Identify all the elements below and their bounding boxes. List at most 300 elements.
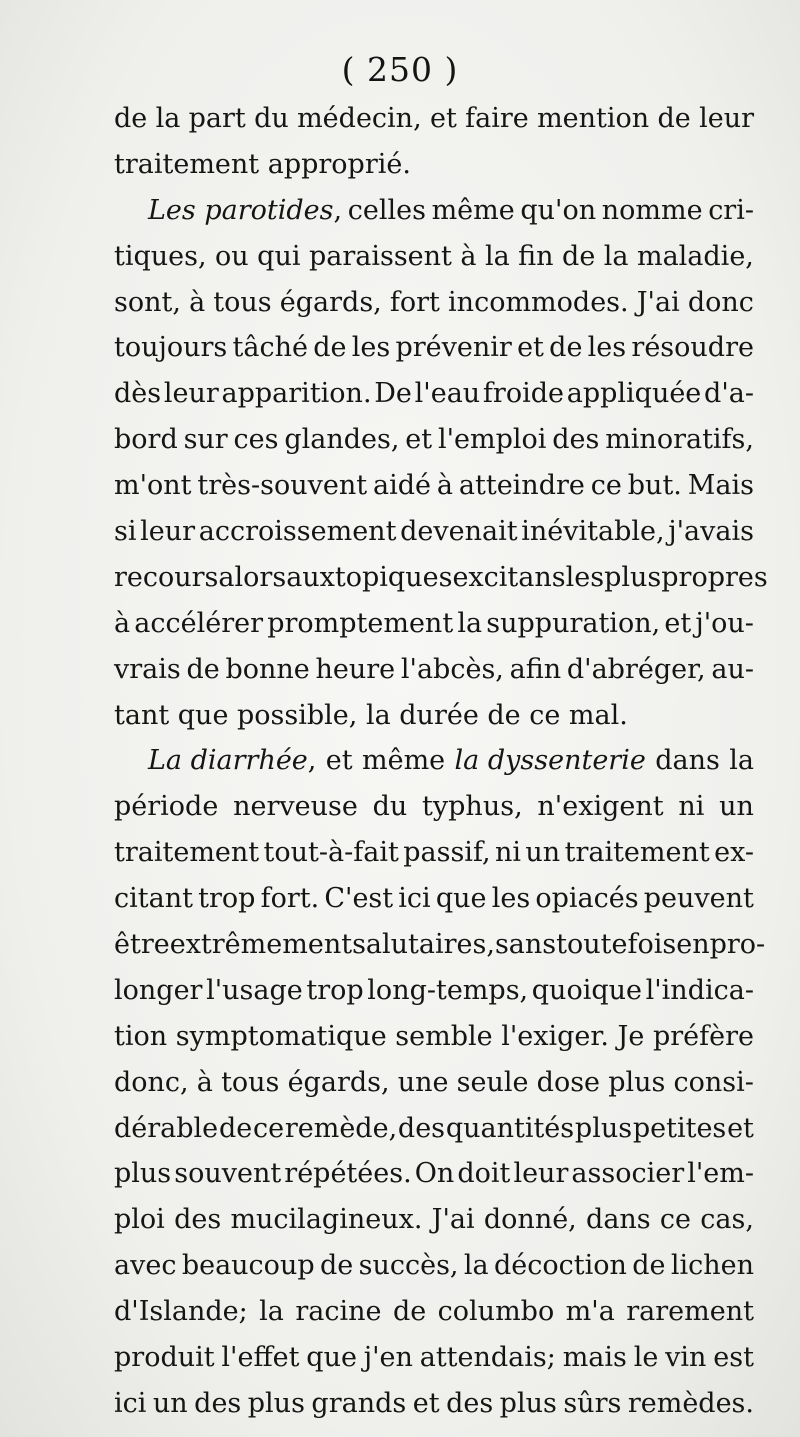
- word: [198, 876, 255, 922]
- word-text: à: [460, 240, 477, 272]
- word: [285, 1106, 397, 1152]
- word-text: faire: [465, 103, 529, 134]
- word: [219, 1106, 252, 1152]
- word-text: atteindre: [458, 470, 585, 502]
- word-text: leur: [163, 378, 219, 410]
- word-text: à: [114, 607, 131, 639]
- word: [605, 417, 754, 463]
- word: [114, 96, 147, 142]
- word: [571, 1151, 684, 1197]
- word-text: de: [632, 1250, 666, 1282]
- text-line: [114, 142, 754, 188]
- word-text: but.: [627, 470, 682, 502]
- word-text: consi-: [673, 1066, 754, 1098]
- word-text: glandes,: [284, 424, 400, 456]
- word-text: ou: [215, 240, 249, 272]
- word: [457, 1151, 510, 1197]
- word-text: rarement: [626, 1296, 754, 1328]
- word-text: opiacés: [535, 883, 639, 915]
- word-text: j'avais: [668, 516, 754, 548]
- word: [500, 1381, 557, 1427]
- word: [626, 1289, 754, 1335]
- word: [140, 509, 195, 555]
- word-text: tant que possible, la durée de ce mal.: [114, 699, 628, 731]
- word: [448, 280, 629, 326]
- word-text: passif,: [403, 837, 491, 869]
- word-text: tâché: [232, 332, 308, 364]
- word: [186, 647, 219, 693]
- word: [438, 1289, 555, 1335]
- word: [465, 96, 529, 142]
- word: [484, 1197, 577, 1243]
- word: [253, 1106, 284, 1152]
- word: [254, 96, 289, 142]
- word-text: trop: [198, 883, 256, 915]
- word: [284, 1151, 411, 1197]
- word-text: m'a: [565, 1296, 615, 1328]
- word: [114, 555, 218, 601]
- word-text: De: [374, 378, 412, 410]
- page-number: ( 250 ): [341, 50, 459, 89]
- word: [398, 1060, 449, 1106]
- word-text: remèdes.: [627, 1387, 754, 1419]
- word-text: sont,: [114, 286, 181, 318]
- word: [114, 1289, 248, 1335]
- word-text: mucilagineux.: [230, 1204, 423, 1236]
- word-text: des: [194, 1387, 242, 1419]
- word: [280, 280, 382, 326]
- word: [510, 647, 562, 693]
- word: [525, 830, 560, 876]
- word-text: les: [565, 561, 605, 593]
- text-line: [114, 555, 768, 601]
- word: [628, 463, 682, 509]
- word: [535, 876, 638, 922]
- word: [415, 371, 481, 417]
- word-text: d'Islande;: [114, 1296, 248, 1328]
- word: [668, 509, 754, 555]
- word: [297, 96, 422, 142]
- word-text: être: [114, 929, 170, 961]
- word: [699, 96, 754, 142]
- word: [233, 325, 308, 371]
- word: [532, 968, 642, 1014]
- word: [199, 509, 397, 555]
- text-line: [114, 1151, 754, 1197]
- word-text: d'a-: [704, 378, 754, 410]
- word-text: en: [676, 929, 710, 961]
- word-text: long-temps,: [367, 974, 529, 1006]
- word: [637, 234, 754, 280]
- word-text: cas,: [700, 1204, 754, 1236]
- word: [114, 417, 178, 463]
- word: [604, 555, 661, 601]
- word: [665, 1335, 706, 1381]
- word-text: à: [196, 1066, 213, 1098]
- word-text: ce: [659, 1204, 692, 1236]
- body-text: [114, 96, 768, 1427]
- word: [352, 325, 390, 371]
- text-line: [114, 325, 754, 371]
- word-text: accélérer: [134, 607, 264, 639]
- word-text: aidé: [373, 470, 431, 502]
- word-text: que: [306, 1342, 357, 1374]
- word: [563, 1335, 627, 1381]
- word-text: heure: [315, 653, 396, 685]
- word: [438, 417, 546, 463]
- word: [646, 968, 754, 1014]
- word-text: C'est: [324, 883, 394, 915]
- word: [230, 1197, 422, 1243]
- text-line: [114, 1106, 754, 1152]
- word-text: semble: [395, 1020, 493, 1052]
- italic-term: La diarrhée: [148, 745, 308, 777]
- text-line: [114, 693, 754, 739]
- word: [729, 738, 754, 784]
- word: [189, 280, 205, 326]
- word: [189, 96, 246, 142]
- word: [671, 1243, 754, 1289]
- word: [714, 830, 754, 876]
- word: [114, 922, 170, 968]
- word-text: doit: [457, 1158, 511, 1190]
- word-text: l'abcès,: [400, 653, 504, 685]
- word-text: inévitable,: [521, 516, 665, 548]
- word-text: de: [562, 240, 596, 272]
- word: [446, 1106, 574, 1152]
- word-text: devenait: [400, 516, 518, 548]
- word: [362, 738, 445, 784]
- word: [486, 601, 660, 647]
- word: [393, 1289, 426, 1335]
- word-text: de: [114, 103, 148, 134]
- word: [644, 876, 754, 922]
- word-text: mais: [562, 1342, 627, 1374]
- word-text: et: [325, 745, 353, 777]
- word: [653, 1014, 754, 1060]
- word-text: apparition.: [221, 378, 372, 410]
- word-text: ,: [307, 745, 317, 777]
- word: [352, 922, 495, 968]
- word-text: l'em-: [687, 1158, 754, 1190]
- word: [405, 417, 432, 463]
- word-text: trop: [306, 974, 364, 1006]
- word: [676, 922, 709, 968]
- word: [373, 784, 408, 830]
- word-text: dans: [586, 1204, 651, 1236]
- word: [674, 1060, 754, 1106]
- word: [156, 96, 181, 142]
- word: [688, 280, 754, 326]
- word-text: traitement: [114, 837, 260, 869]
- word: [170, 922, 352, 968]
- word-text: un: [525, 837, 561, 869]
- word: [225, 647, 309, 693]
- word: [483, 371, 564, 417]
- word-text: ce: [252, 1112, 285, 1144]
- word: [401, 647, 504, 693]
- word-text: l'eau: [414, 378, 481, 410]
- text-line: [114, 1381, 754, 1427]
- word: [495, 830, 521, 876]
- word-text: de: [319, 1250, 354, 1282]
- word-text: J'ai: [431, 1204, 475, 1236]
- text-line: [114, 1243, 754, 1289]
- word: [552, 417, 599, 463]
- text-line: [114, 1335, 754, 1381]
- word: [257, 234, 300, 280]
- word: [556, 922, 676, 968]
- word-text: égards,: [287, 1066, 390, 1098]
- word: [432, 188, 515, 234]
- word: [326, 738, 353, 784]
- word: [114, 1243, 176, 1289]
- word: [373, 463, 431, 509]
- word: [562, 234, 595, 280]
- word-text: et: [405, 424, 433, 456]
- word: [422, 784, 523, 830]
- word-text: ce: [590, 470, 622, 502]
- word: [719, 784, 754, 830]
- word-text: l'emploi: [437, 424, 547, 456]
- word: [134, 601, 263, 647]
- word-text: même: [361, 745, 446, 777]
- word: [437, 463, 453, 509]
- word-text: qu'on: [520, 194, 597, 226]
- word: [114, 463, 192, 509]
- word-text: et: [429, 103, 457, 134]
- word-text: la: [463, 1250, 489, 1282]
- word: [575, 1106, 632, 1152]
- word: [457, 1060, 529, 1106]
- word-text: résoudre: [631, 332, 754, 364]
- word: [704, 371, 754, 417]
- word-text: toutefois: [556, 929, 677, 961]
- word: [432, 1197, 475, 1243]
- word-text: donné,: [483, 1204, 577, 1236]
- word: [284, 417, 399, 463]
- word: [567, 647, 706, 693]
- word-text: un: [719, 791, 754, 823]
- word-text: quoique: [531, 974, 642, 1006]
- word: [664, 601, 691, 647]
- word: [288, 1060, 390, 1106]
- word: [658, 96, 691, 142]
- word-text: produit: [114, 1342, 215, 1374]
- word-text: qui: [257, 240, 301, 272]
- italic-term: Les parotides: [148, 194, 334, 226]
- word-text: l'effet: [221, 1342, 300, 1374]
- word: [604, 234, 629, 280]
- word-text: de: [549, 332, 583, 364]
- word: [398, 876, 430, 922]
- word-text: la: [603, 240, 629, 272]
- word-text: lichen: [670, 1250, 754, 1282]
- word: [518, 234, 553, 280]
- word-text: les: [491, 883, 531, 915]
- word: [398, 1106, 445, 1152]
- word-text: sans: [494, 929, 557, 961]
- word: [455, 738, 646, 784]
- word: [517, 325, 544, 371]
- word-text: d'abréger,: [566, 653, 706, 685]
- word-text: le: [633, 1342, 659, 1374]
- word-text: plus: [604, 561, 662, 593]
- word: [588, 325, 626, 371]
- word-text: ,: [413, 103, 422, 134]
- word: [400, 509, 517, 555]
- word: [390, 280, 440, 326]
- word-text: ni: [678, 791, 705, 823]
- word-text: leur: [699, 103, 754, 134]
- text-line: [114, 922, 766, 968]
- word: [114, 509, 137, 555]
- word: [359, 1243, 459, 1289]
- word: [114, 700, 628, 731]
- word-text: leur: [513, 1158, 569, 1190]
- word: [567, 371, 702, 417]
- word: [316, 647, 396, 693]
- word: [324, 876, 393, 922]
- word-text: remède,: [284, 1112, 398, 1144]
- word-text: est: [713, 1342, 754, 1374]
- word: [197, 463, 367, 509]
- word: [335, 555, 453, 601]
- word-text: typhus,: [422, 791, 523, 823]
- word-text: tout-à-fait: [263, 837, 399, 869]
- word: [176, 1014, 387, 1060]
- word-text: m'ont: [114, 470, 192, 502]
- word-text: décoction: [493, 1250, 627, 1282]
- word: [436, 876, 487, 922]
- word: [148, 188, 342, 234]
- word: [661, 555, 767, 601]
- text-line: [114, 738, 754, 784]
- word-text: leur: [140, 516, 196, 548]
- word-text: salutaires,: [352, 929, 495, 961]
- word-text: maladie,: [636, 240, 754, 272]
- word: [215, 234, 249, 280]
- word: [114, 1197, 165, 1243]
- word: [420, 1335, 556, 1381]
- text-line: [114, 509, 754, 555]
- word: [286, 555, 335, 601]
- word-text: cri-: [708, 194, 754, 226]
- word-text: afin: [509, 653, 562, 685]
- word-text: les: [351, 332, 391, 364]
- word: [710, 922, 766, 968]
- word: [695, 601, 754, 647]
- word: [114, 149, 411, 180]
- text-line: [114, 234, 754, 280]
- word: [566, 555, 604, 601]
- word-text: tous: [213, 286, 272, 318]
- word: [213, 280, 271, 326]
- word: [206, 968, 303, 1014]
- word-text: ici: [398, 883, 431, 915]
- word: [313, 325, 346, 371]
- word-text: vin: [665, 1342, 707, 1374]
- word-text: sur: [183, 424, 228, 456]
- word: [114, 1106, 218, 1152]
- word-text: vrais: [114, 653, 181, 685]
- word-text: l'indica-: [645, 974, 754, 1006]
- word: [222, 371, 372, 417]
- word-text: J'ai: [636, 286, 680, 318]
- word-text: même: [431, 194, 515, 226]
- word-text: la: [729, 745, 754, 777]
- word: [655, 738, 720, 784]
- word-text: plus: [114, 1158, 172, 1190]
- word: [537, 1060, 600, 1106]
- word: [634, 1335, 659, 1381]
- word: [114, 371, 161, 417]
- word-text: tion: [114, 1020, 168, 1052]
- word-text: de: [218, 1112, 253, 1144]
- word-text: et: [517, 332, 544, 364]
- word: [221, 1060, 279, 1106]
- word: [153, 1381, 188, 1427]
- word-text: appliquée: [566, 378, 702, 410]
- word: [320, 1243, 353, 1289]
- word: [267, 601, 453, 647]
- word: [464, 1243, 489, 1289]
- word: [184, 417, 228, 463]
- word: [608, 1060, 665, 1106]
- word-text: accroissement: [198, 516, 397, 548]
- word: [457, 601, 482, 647]
- word: [114, 784, 218, 830]
- word-text: j'en: [363, 1342, 413, 1374]
- word-text: toujours: [114, 332, 228, 364]
- word-text: de: [657, 103, 691, 134]
- word: [618, 1014, 645, 1060]
- word-text: ex-: [714, 837, 754, 869]
- word-text: ,: [333, 194, 343, 226]
- word: [460, 234, 476, 280]
- word: [521, 509, 664, 555]
- text-line: [114, 1289, 754, 1335]
- word-text: des: [552, 424, 600, 456]
- word: [306, 1335, 357, 1381]
- word-text: attendais;: [419, 1342, 556, 1374]
- word-text: On: [414, 1158, 455, 1190]
- word-text: grands: [311, 1387, 407, 1419]
- word: [727, 1106, 754, 1152]
- word-text: des: [446, 1387, 494, 1419]
- word-text: ces: [233, 424, 279, 456]
- word-text: plus: [499, 1387, 557, 1419]
- word-text: du: [254, 103, 289, 134]
- word-text: prévenir: [395, 332, 512, 364]
- word-text: fin: [518, 240, 554, 272]
- word: [218, 555, 286, 601]
- word: [197, 1060, 213, 1106]
- word-text: j'ou-: [695, 607, 754, 639]
- word: [485, 234, 510, 280]
- word-text: paraissent: [308, 240, 452, 272]
- word-text: froide: [482, 378, 564, 410]
- word-text: fort: [389, 286, 440, 318]
- text-line: [114, 784, 754, 830]
- word-text: avec: [114, 1250, 177, 1282]
- text-line: [114, 601, 754, 647]
- word: [395, 325, 511, 371]
- word-text: dès: [114, 378, 162, 410]
- word: [194, 1381, 241, 1427]
- word-text: peuvent: [643, 883, 754, 915]
- text-line: [114, 371, 754, 417]
